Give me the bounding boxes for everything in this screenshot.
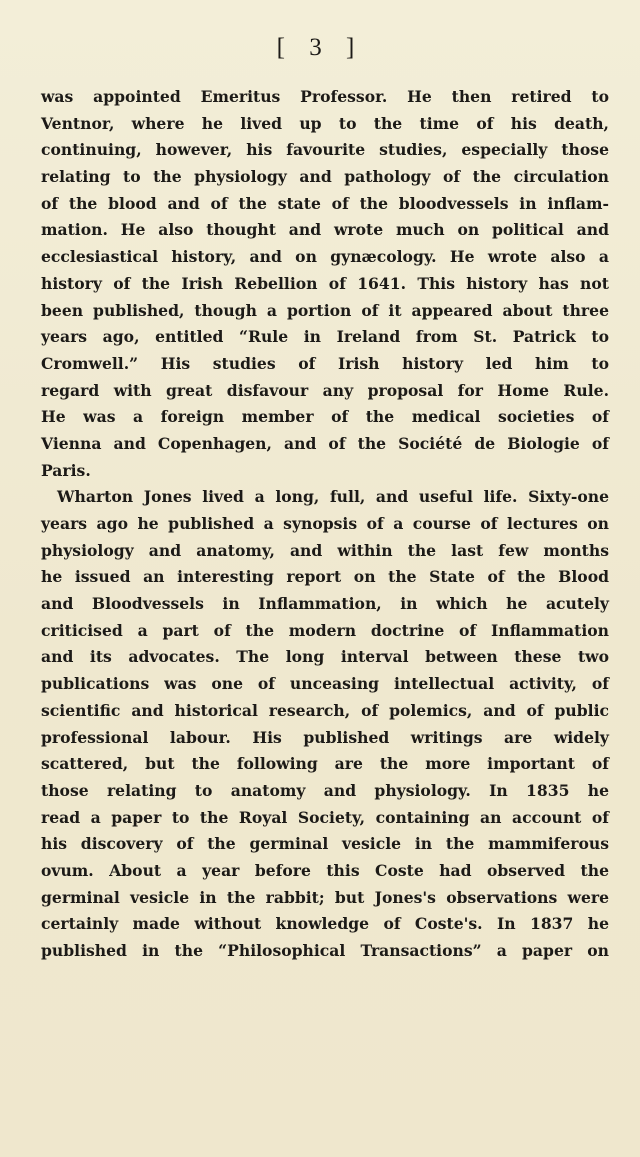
- text-line: his discovery of the germinal vesicle in the mammiferous: [41, 834, 609, 854]
- text-line: read a paper to the Royal Society, containing an account of: [41, 807, 609, 827]
- text-line: Ventnor, where he lived up to the time of his death,: [41, 113, 609, 133]
- text-line: was appointed Emeritus Professor. He then retired to: [41, 87, 609, 106]
- page-number: [ 3 ]: [276, 34, 364, 61]
- text-line: and Bloodvessels in Inflammation, in which he acutely: [41, 594, 609, 614]
- text-line: ecclesiastical history, and on gynæcology. He wrote also a: [41, 247, 609, 267]
- text-line: relating to the physiology and pathology of the circulation: [41, 167, 609, 187]
- text-line: scattered, but the following are the more important of: [41, 754, 609, 774]
- text-line: been published, though a portion of it appeared about three: [41, 300, 609, 320]
- text-line: He was a foreign member of the medical societies of: [41, 407, 609, 427]
- text-line: history of the Irish Rebellion of 1641. This history has not: [41, 273, 609, 293]
- text-line: scientific and historical research, of polemics, and of public: [41, 700, 609, 720]
- text-line: criticised a part of the modern doctrine of Inflammation: [41, 620, 609, 640]
- text-line: publications was one of unceasing intellectual activity, of: [41, 674, 609, 694]
- text-line: years ago he published a synopsis of a course of lectures on: [41, 514, 609, 533]
- text-line: germinal vesicle in the rabbit; but Jones's observations were: [41, 887, 609, 907]
- text-line: years ago, entitled “Rule in Ireland from St. Patrick to: [41, 327, 609, 347]
- body-text: [41, 84, 609, 965]
- text-line: Vienna and Copenhagen, and of the Société de Biologie of: [41, 433, 609, 453]
- text-line: Paris.: [41, 460, 91, 480]
- text-line: of the blood and of the state of the bloodvessels in inflam-: [41, 193, 609, 213]
- text-line: physiology and anatomy, and within the last few months: [41, 540, 609, 560]
- text-line: those relating to anatomy and physiology. In 1835 he: [41, 780, 609, 800]
- text-line: Cromwell.” His studies of Irish history led him to: [41, 353, 609, 373]
- text-line: mation. He also thought and wrote much on political and: [41, 220, 609, 240]
- text-line: regard with great disfavour any proposal for Home Rule.: [41, 380, 609, 400]
- text-line: Wharton Jones lived a long, full, and useful life. Sixty-one: [57, 487, 609, 507]
- text-line: he issued an interesting report on the State of the Blood: [41, 567, 609, 587]
- text-line: and its advocates. The long interval between these two: [41, 647, 609, 667]
- text-line: continuing, however, his favourite studies, especially those: [41, 140, 609, 160]
- text-line: published in the “Philosophical Transactions” a paper on: [41, 941, 609, 960]
- text-line: professional labour. His published writings are widely: [41, 727, 609, 747]
- text-line: ovum. About a year before this Coste had observed the: [41, 860, 609, 880]
- text-line: certainly made without knowledge of Coste's. In 1837 he: [41, 914, 609, 934]
